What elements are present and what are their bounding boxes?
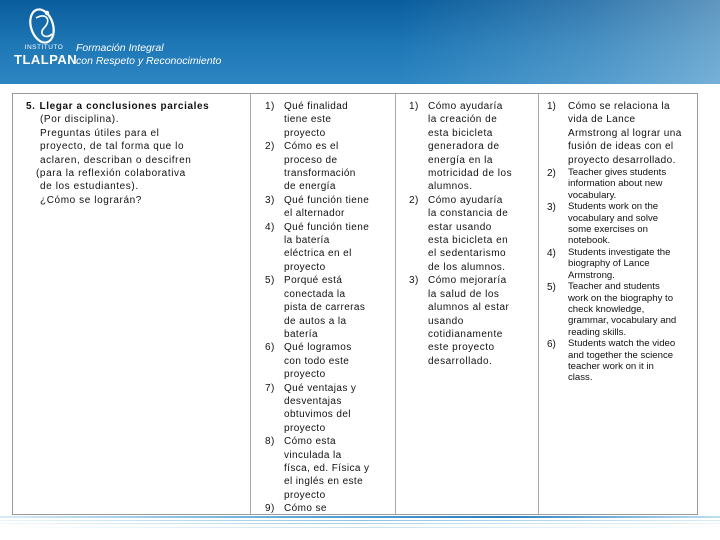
item-text-line: some exercises on	[568, 224, 648, 236]
item-number: 4)	[547, 247, 556, 259]
item-text	[284, 100, 392, 140]
item-number: 8)	[265, 436, 275, 448]
item-text-line: Cómo se relaciona la	[568, 101, 670, 112]
item-text-line: vocabulary and solve	[568, 212, 659, 224]
item-text-line: fusión de ideas con el	[568, 141, 674, 153]
item-text	[284, 382, 392, 436]
item-text-line: teacher work on it in	[568, 360, 654, 372]
physics-question-list	[265, 100, 392, 515]
item-text-line: batería	[284, 328, 318, 340]
item-text-line: el alternador	[284, 208, 345, 220]
section-line: Preguntas útiles para el	[40, 127, 160, 139]
item-text-line: de los alumnos.	[428, 261, 506, 273]
item-text-line: Students watch the video	[568, 338, 676, 350]
item-text	[284, 274, 392, 341]
logo-label-instituto: INSTITUTO	[24, 44, 64, 51]
health-question-item	[409, 194, 532, 274]
physics-question-item	[265, 341, 392, 381]
item-number: 5)	[547, 282, 556, 294]
section-line: proyecto, de tal forma que lo	[40, 141, 185, 153]
item-text-line: biography of Lance	[568, 258, 650, 270]
item-number: 1)	[265, 101, 275, 112]
item-text-line: Qué ventajas y	[284, 382, 357, 394]
item-text-line: Cómo se	[284, 503, 327, 515]
section-line: ¿Cómo se lograrán?	[40, 194, 142, 206]
item-text-line: alumnos al estar	[428, 302, 510, 314]
item-text-line: con todo este	[284, 355, 350, 367]
item-text-line: físca, ed. Física y	[284, 462, 370, 474]
item-number: 4)	[265, 221, 275, 233]
section-line: (para la reflexión colaborativa	[36, 168, 186, 180]
item-text-line: Armstrong al lograr una	[568, 127, 682, 139]
item-text	[568, 167, 695, 201]
header-banner	[0, 0, 720, 84]
physics-question-item	[265, 435, 392, 502]
item-text-line: generadora de	[428, 141, 500, 153]
physics-question-item	[265, 274, 392, 341]
footer-line	[0, 527, 720, 528]
item-number: 1)	[547, 101, 556, 112]
item-text-line: grammar, vocabulary and	[568, 315, 677, 327]
item-text-line: Armstrong.	[568, 269, 615, 281]
item-text-line: de autos a la	[284, 315, 347, 327]
item-text-line: Cómo es el	[284, 141, 339, 153]
item-text	[284, 194, 392, 221]
item-text-line: class.	[568, 372, 593, 384]
logo-label-tlalpan: TLALPAN	[14, 52, 78, 67]
item-text-line: tiene este	[284, 114, 332, 126]
item-text	[284, 221, 392, 275]
item-text-line: proyecto	[284, 422, 326, 434]
section-title-text: Llegar a conclusiones parciales	[39, 101, 210, 112]
item-number: 3)	[409, 275, 419, 287]
footer-line	[0, 516, 720, 518]
item-text	[568, 247, 695, 281]
project-table	[12, 93, 698, 515]
section-line: (Por disciplina).	[40, 114, 120, 126]
item-text-line: proyecto	[284, 127, 326, 139]
physics-question-item	[265, 100, 392, 140]
item-text-line: la creación de	[428, 114, 498, 126]
item-text-line: cotidianamente	[428, 328, 503, 340]
item-text-line: desarrollado.	[428, 355, 493, 367]
item-text-line: pista de carreras	[284, 302, 366, 314]
item-number: 9)	[265, 503, 275, 515]
item-text-line: esta bicicleta	[428, 127, 493, 139]
item-text-line: Students investigate the	[568, 246, 671, 258]
item-text-line: Cómo mejoraría	[428, 275, 507, 287]
item-text-line: proceso de	[284, 154, 338, 166]
item-number: 2)	[265, 141, 275, 153]
item-text-line: la constancia de	[428, 208, 509, 220]
item-text-line: obtuvimos del	[284, 409, 351, 421]
physics-question-item	[265, 221, 392, 275]
item-text	[284, 341, 392, 381]
item-number: 1)	[409, 101, 419, 112]
item-text	[428, 194, 532, 274]
item-text-line: el sedentarismo	[428, 248, 507, 260]
item-text-line: Qué finalidad	[284, 101, 349, 112]
item-number: 7)	[265, 382, 275, 394]
item-text-line: notebook.	[568, 235, 611, 247]
item-text-line: la batería	[284, 235, 330, 247]
item-text-line: check knowledge,	[568, 303, 645, 315]
item-text-line: Students work on the	[568, 201, 659, 213]
item-text-line: eléctrica en el	[284, 248, 352, 260]
header-gradient	[400, 0, 720, 84]
physics-question-item	[265, 194, 392, 221]
physics-questions-column	[257, 94, 396, 515]
item-text-line: Cómo ayudaría	[428, 101, 503, 112]
item-text-line: motricidad de los	[428, 168, 513, 180]
item-text-line: Porqué está	[284, 275, 343, 287]
item-number: 6)	[547, 339, 556, 351]
tagline-line-2: con Respeto y Reconocimiento	[76, 55, 222, 67]
item-text-line: este proyecto	[428, 342, 495, 354]
english-activity-item	[547, 338, 695, 384]
item-text-line: conectada la	[284, 288, 346, 300]
section-line: aclaren, describan o descifren	[40, 154, 192, 166]
item-text-line: el inglés en este	[284, 476, 364, 488]
item-number: 2)	[547, 168, 556, 180]
item-text-line: proyecto	[284, 261, 326, 273]
item-text	[568, 100, 695, 167]
english-activity-item	[547, 247, 695, 281]
section-line: de los estudiantes).	[40, 181, 139, 193]
item-text-line: alumnos.	[428, 181, 473, 193]
column-divider	[250, 94, 251, 515]
item-text	[428, 274, 532, 368]
footer-line	[0, 520, 720, 521]
tagline-line-1: Formación Integral	[76, 42, 164, 54]
item-text-line: Qué función tiene	[284, 221, 370, 233]
item-text-line: Qué logramos	[284, 342, 352, 354]
item-text-line: work on the biography to	[568, 292, 674, 304]
item-text-line: la salud de los	[428, 288, 500, 300]
item-text-line: Cómo esta	[284, 436, 336, 448]
item-text-line: Qué función tiene	[284, 194, 370, 206]
item-text	[284, 435, 392, 502]
footer-line	[0, 523, 720, 524]
item-text-line: Cómo ayudaría	[428, 194, 503, 206]
item-number: 2)	[409, 194, 419, 206]
item-text-line: transformación	[284, 168, 356, 180]
item-text-line: estar usando	[428, 221, 492, 233]
item-text-line: de energía	[284, 181, 336, 193]
english-activity-item	[547, 167, 695, 201]
health-question-item	[409, 100, 532, 194]
item-number: 3)	[265, 194, 275, 206]
item-number: 5)	[265, 275, 275, 287]
english-activity-list	[547, 100, 695, 384]
item-text-line: information about new	[568, 178, 663, 190]
english-activity-item	[547, 201, 695, 247]
item-text-line: proyecto desarrollado.	[568, 154, 676, 166]
item-text-line: reading skills.	[568, 326, 627, 338]
footer-decoration	[0, 514, 720, 540]
item-text-line: Teacher and students	[568, 281, 660, 293]
english-activities-column	[544, 94, 698, 515]
item-text-line: proyecto	[284, 489, 326, 501]
conclusions-column	[13, 94, 250, 515]
item-text	[568, 338, 695, 384]
health-question-item	[409, 274, 532, 368]
item-text-line: desventajas	[284, 395, 342, 407]
item-text-line: proyecto	[284, 369, 326, 381]
item-text-line: vida de Lance	[568, 114, 636, 126]
section-title	[26, 100, 242, 113]
item-text	[284, 140, 392, 194]
header-tagline	[76, 42, 221, 68]
item-number: 6)	[265, 342, 275, 354]
section-number: 5.	[26, 101, 36, 112]
english-activity-item	[547, 100, 695, 167]
item-text	[568, 281, 695, 338]
item-number: 3)	[547, 202, 556, 214]
item-text-line: vinculada la	[284, 449, 342, 461]
health-question-list	[409, 100, 532, 368]
physics-question-item	[265, 140, 392, 194]
item-text-line: vocabulary.	[568, 189, 617, 201]
physics-question-item	[265, 382, 392, 436]
item-text-line: usando	[428, 315, 464, 327]
item-text-line: and together the science	[568, 349, 674, 361]
item-text-line: energía en la	[428, 154, 493, 166]
item-text-line: Teacher gives students	[568, 167, 667, 179]
item-text	[568, 201, 695, 247]
english-activity-item	[547, 281, 695, 338]
item-text	[428, 100, 532, 194]
column-divider	[538, 94, 539, 515]
health-questions-column	[401, 94, 536, 515]
item-text-line: esta bicicleta en	[428, 235, 509, 247]
